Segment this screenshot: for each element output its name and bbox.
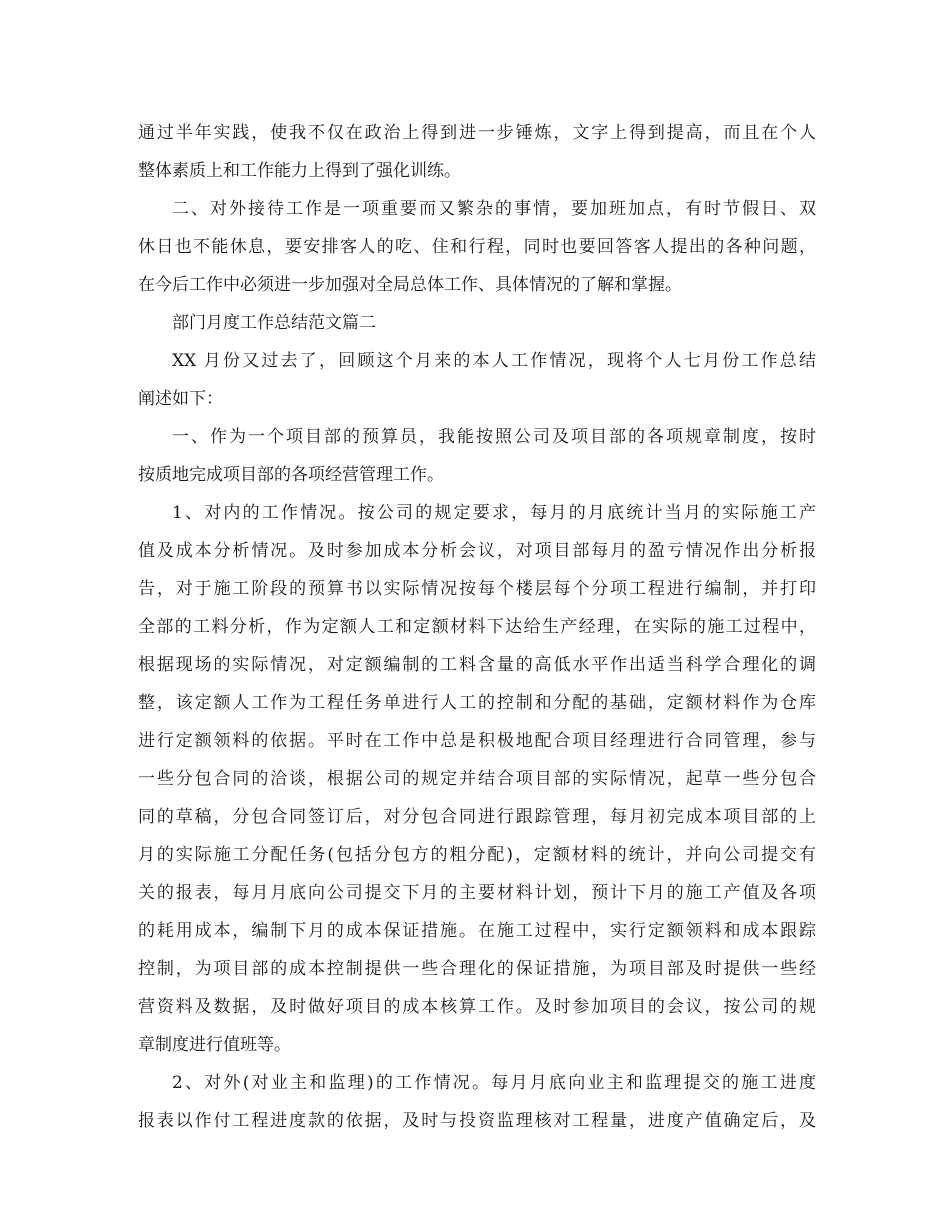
text-line: 根据现场的实际情况，对定额编制的工料含量的高低水平作出适当科学合理化的调 — [138, 655, 816, 675]
text-line: 章制度进行值班等。 — [138, 1035, 291, 1055]
text-line: 2、对外(对业主和监理)的工作情况。每月月底向业主和监理提交的施工进度 — [172, 1073, 816, 1093]
text-line: 整体素质上和工作能力上得到了强化训练。 — [138, 161, 461, 181]
text-line: 的耗用成本，编制下月的成本保证措施。在施工过程中，实行定额领料和成本跟踪 — [138, 921, 816, 941]
paragraph-budget-role — [138, 418, 816, 494]
paragraph-intro-continued — [138, 114, 816, 190]
document-body — [138, 114, 816, 1140]
text-line: 一、作为一个项目部的预算员，我能按照公司及项目部的各项规章制度，按时 — [172, 427, 816, 447]
paragraph-month-review — [138, 342, 816, 418]
section-title: 部门月度工作总结范文篇二 — [172, 313, 376, 333]
text-line: 告，对于施工阶段的预算书以实际情况按每个楼层每个分项工程进行编制，并打印 — [138, 579, 816, 599]
text-line: 一些分包合同的洽谈，根据公司的规定并结合项目部的实际情况，起草一些分包合 — [138, 769, 816, 789]
text-line: 在今后工作中必须进一步加强对全局总体工作、具体情况的了解和掌握。 — [138, 275, 682, 295]
text-line: 营资料及数据，及时做好项目的成本核算工作。及时参加项目的会议，按公司的规 — [138, 997, 816, 1017]
text-line: 通过半年实践，使我不仅在政治上得到进一步锤炼，文字上得到提高，而且在个人 — [138, 123, 816, 143]
text-line: 控制，为项目部的成本控制提供一些合理化的保证措施，为项目部及时提供一些经 — [138, 959, 816, 979]
section-heading — [138, 304, 816, 342]
text-line: 休日也不能休息，要安排客人的吃、住和行程，同时也要回答客人提出的各种问题， — [138, 237, 816, 257]
text-line: 1、对内的工作情况。按公司的规定要求，每月的月底统计当月的实际施工产 — [172, 503, 816, 523]
text-line: 阐述如下： — [138, 389, 223, 409]
paragraph-reception-work — [138, 190, 816, 304]
text-line: XX 月份又过去了，回顾这个月来的本人工作情况，现将个人七月份工作总结 — [172, 351, 816, 371]
text-line: 进行定额领料的依据。平时在工作中总是积极地配合项目经理进行合同管理，参与 — [138, 731, 816, 751]
text-line: 关的报表，每月月底向公司提交下月的主要材料计划，预计下月的施工产值及各项 — [138, 883, 816, 903]
paragraph-internal-work — [138, 494, 816, 1064]
text-line: 月的实际施工分配任务(包括分包方的粗分配)，定额材料的统计，并向公司提交有 — [138, 845, 816, 865]
text-line: 二、对外接待工作是一项重要而又繁杂的事情，要加班加点，有时节假日、双 — [172, 199, 816, 219]
paragraph-external-work — [138, 1064, 816, 1140]
text-line: 报表以作付工程进度款的依据，及时与投资监理核对工程量，进度产值确定后，及 — [138, 1111, 816, 1131]
text-line: 整，该定额人工作为工程任务单进行人工的控制和分配的基础，定额材料作为仓库 — [138, 693, 816, 713]
text-line: 全部的工料分析，作为定额人工和定额材料下达给生产经理，在实际的施工过程中， — [138, 617, 816, 637]
text-line: 同的草稿，分包合同签订后，对分包合同进行跟踪管理，每月初完成本项目部的上 — [138, 807, 816, 827]
text-line: 按质地完成项目部的各项经营管理工作。 — [138, 465, 444, 485]
text-line: 值及成本分析情况。及时参加成本分析会议，对项目部每月的盈亏情况作出分析报 — [138, 541, 816, 561]
